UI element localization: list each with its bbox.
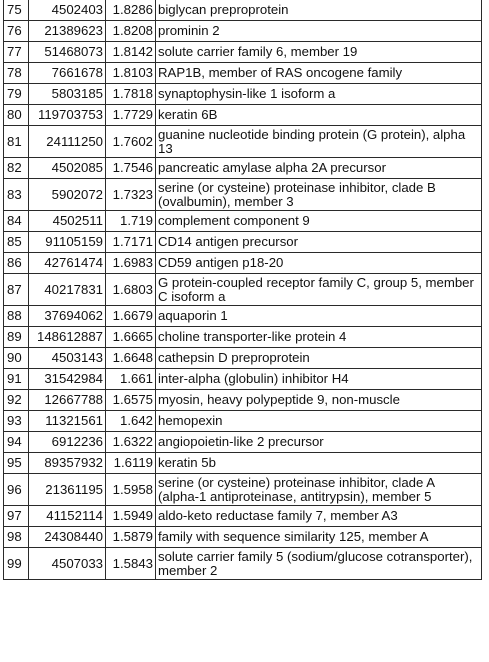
table-row <box>4 42 482 63</box>
rank-cell: 81 <box>4 126 29 158</box>
score-cell: 1.6665 <box>106 327 156 348</box>
table-row <box>4 506 482 527</box>
description-cell: family with sequence similarity 125, member A <box>156 527 482 548</box>
score-cell: 1.6983 <box>106 253 156 274</box>
table-row <box>4 306 482 327</box>
id-cell: 37694062 <box>29 306 106 327</box>
score-cell: 1.719 <box>106 211 156 232</box>
description-cell: keratin 6B <box>156 105 482 126</box>
description-cell: cathepsin D preproprotein <box>156 348 482 369</box>
score-cell: 1.5949 <box>106 506 156 527</box>
score-cell: 1.7729 <box>106 105 156 126</box>
score-cell: 1.7171 <box>106 232 156 253</box>
score-cell: 1.8103 <box>106 63 156 84</box>
id-cell: 11321561 <box>29 411 106 432</box>
score-cell: 1.7546 <box>106 158 156 179</box>
id-cell: 31542984 <box>29 369 106 390</box>
id-cell: 24308440 <box>29 527 106 548</box>
rank-cell: 87 <box>4 274 29 306</box>
description-cell: solute carrier family 5 (sodium/glucose cotransporter), member 2 <box>156 548 482 580</box>
table-row <box>4 253 482 274</box>
table-row <box>4 411 482 432</box>
description-cell: aldo-keto reductase family 7, member A3 <box>156 506 482 527</box>
id-cell: 12667788 <box>29 390 106 411</box>
score-cell: 1.6322 <box>106 432 156 453</box>
data-table-container <box>3 0 481 580</box>
id-cell: 41152114 <box>29 506 106 527</box>
table-row <box>4 232 482 253</box>
rank-cell: 94 <box>4 432 29 453</box>
description-cell: prominin 2 <box>156 21 482 42</box>
rank-cell: 91 <box>4 369 29 390</box>
table-row <box>4 158 482 179</box>
id-cell: 4503143 <box>29 348 106 369</box>
id-cell: 148612887 <box>29 327 106 348</box>
description-cell: inter-alpha (globulin) inhibitor H4 <box>156 369 482 390</box>
id-cell: 119703753 <box>29 105 106 126</box>
rank-cell: 83 <box>4 179 29 211</box>
id-cell: 7661678 <box>29 63 106 84</box>
score-cell: 1.6679 <box>106 306 156 327</box>
rank-cell: 77 <box>4 42 29 63</box>
table-row <box>4 432 482 453</box>
description-cell: angiopoietin-like 2 precursor <box>156 432 482 453</box>
table-body <box>4 0 482 580</box>
table-row <box>4 179 482 211</box>
rank-cell: 85 <box>4 232 29 253</box>
description-cell: myosin, heavy polypeptide 9, non-muscle <box>156 390 482 411</box>
table-row <box>4 211 482 232</box>
id-cell: 21361195 <box>29 474 106 506</box>
description-cell: hemopexin <box>156 411 482 432</box>
score-cell: 1.5843 <box>106 548 156 580</box>
rank-cell: 82 <box>4 158 29 179</box>
id-cell: 51468073 <box>29 42 106 63</box>
description-cell: aquaporin 1 <box>156 306 482 327</box>
description-cell: G protein-coupled receptor family C, group 5, member C isoform a <box>156 274 482 306</box>
id-cell: 4502085 <box>29 158 106 179</box>
id-cell: 4502403 <box>29 0 106 21</box>
id-cell: 89357932 <box>29 453 106 474</box>
rank-cell: 98 <box>4 527 29 548</box>
description-cell: guanine nucleotide binding protein (G protein), alpha 13 <box>156 126 482 158</box>
rank-cell: 84 <box>4 211 29 232</box>
score-cell: 1.6803 <box>106 274 156 306</box>
table-row <box>4 453 482 474</box>
rank-cell: 93 <box>4 411 29 432</box>
rank-cell: 80 <box>4 105 29 126</box>
description-cell: biglycan preproprotein <box>156 0 482 21</box>
score-cell: 1.6575 <box>106 390 156 411</box>
table-row <box>4 548 482 580</box>
score-cell: 1.642 <box>106 411 156 432</box>
score-cell: 1.8142 <box>106 42 156 63</box>
rank-cell: 75 <box>4 0 29 21</box>
description-cell: serine (or cysteine) proteinase inhibitor, clade B (ovalbumin), member 3 <box>156 179 482 211</box>
description-cell: keratin 5b <box>156 453 482 474</box>
table-row <box>4 126 482 158</box>
score-cell: 1.661 <box>106 369 156 390</box>
id-cell: 91105159 <box>29 232 106 253</box>
id-cell: 40217831 <box>29 274 106 306</box>
score-cell: 1.7602 <box>106 126 156 158</box>
description-cell: serine (or cysteine) proteinase inhibitor, clade A (alpha-1 antiproteinase, antitrypsin), member 5 <box>156 474 482 506</box>
rank-cell: 95 <box>4 453 29 474</box>
rank-cell: 97 <box>4 506 29 527</box>
description-cell: synaptophysin-like 1 isoform a <box>156 84 482 105</box>
description-cell: RAP1B, member of RAS oncogene family <box>156 63 482 84</box>
table-row <box>4 21 482 42</box>
id-cell: 21389623 <box>29 21 106 42</box>
table-row <box>4 369 482 390</box>
table-row <box>4 105 482 126</box>
id-cell: 6912236 <box>29 432 106 453</box>
rank-cell: 88 <box>4 306 29 327</box>
id-cell: 42761474 <box>29 253 106 274</box>
id-cell: 4502511 <box>29 211 106 232</box>
protein-score-table <box>3 0 482 580</box>
table-row <box>4 0 482 21</box>
score-cell: 1.5879 <box>106 527 156 548</box>
table-row <box>4 327 482 348</box>
score-cell: 1.5958 <box>106 474 156 506</box>
description-cell: complement component 9 <box>156 211 482 232</box>
rank-cell: 99 <box>4 548 29 580</box>
table-row <box>4 527 482 548</box>
rank-cell: 76 <box>4 21 29 42</box>
description-cell: pancreatic amylase alpha 2A precursor <box>156 158 482 179</box>
table-row <box>4 274 482 306</box>
id-cell: 5902072 <box>29 179 106 211</box>
description-cell: choline transporter-like protein 4 <box>156 327 482 348</box>
score-cell: 1.8286 <box>106 0 156 21</box>
id-cell: 4507033 <box>29 548 106 580</box>
table-row <box>4 84 482 105</box>
description-cell: solute carrier family 6, member 19 <box>156 42 482 63</box>
table-row <box>4 474 482 506</box>
id-cell: 5803185 <box>29 84 106 105</box>
rank-cell: 89 <box>4 327 29 348</box>
rank-cell: 78 <box>4 63 29 84</box>
rank-cell: 96 <box>4 474 29 506</box>
rank-cell: 90 <box>4 348 29 369</box>
rank-cell: 79 <box>4 84 29 105</box>
description-cell: CD14 antigen precursor <box>156 232 482 253</box>
description-cell: CD59 antigen p18-20 <box>156 253 482 274</box>
table-row <box>4 63 482 84</box>
table-row <box>4 390 482 411</box>
score-cell: 1.6648 <box>106 348 156 369</box>
score-cell: 1.6119 <box>106 453 156 474</box>
id-cell: 24111250 <box>29 126 106 158</box>
rank-cell: 86 <box>4 253 29 274</box>
score-cell: 1.7818 <box>106 84 156 105</box>
table-row <box>4 348 482 369</box>
score-cell: 1.7323 <box>106 179 156 211</box>
rank-cell: 92 <box>4 390 29 411</box>
score-cell: 1.8208 <box>106 21 156 42</box>
